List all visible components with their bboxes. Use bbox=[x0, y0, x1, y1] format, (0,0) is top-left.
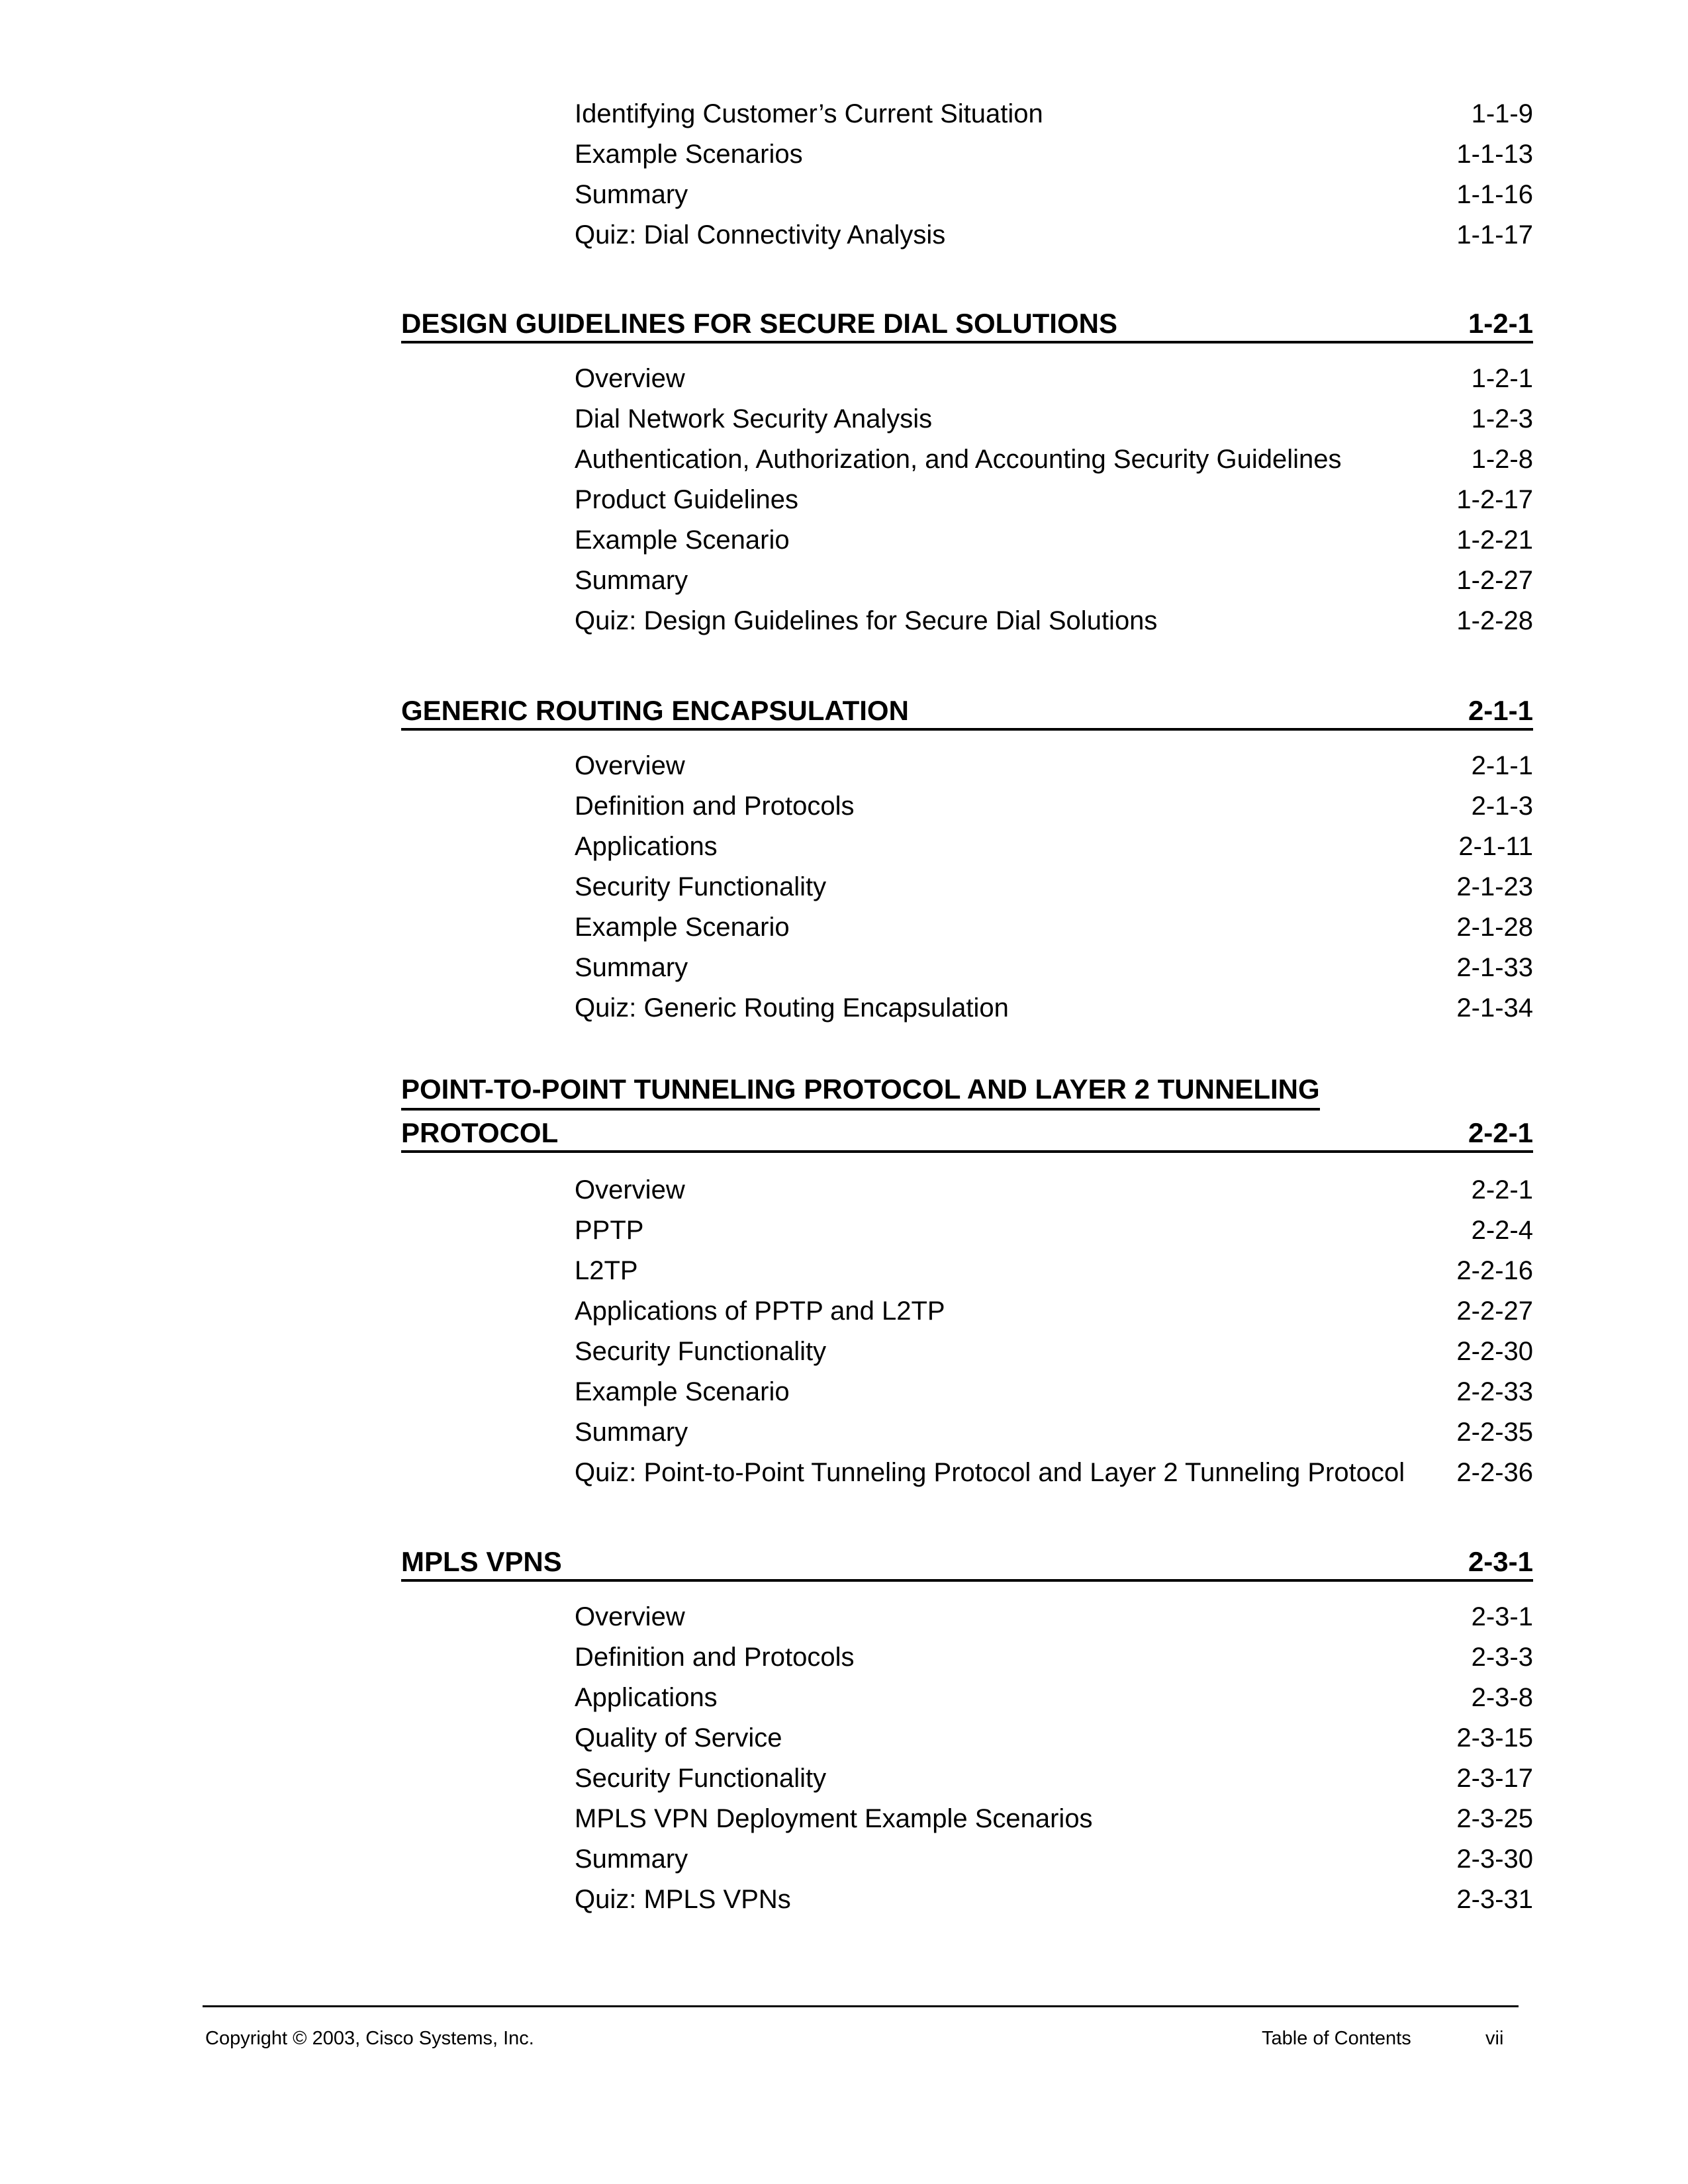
toc-entry-page: 1-1-9 bbox=[1471, 99, 1533, 128]
toc-entry[interactable] bbox=[575, 1840, 1533, 1878]
toc-entry[interactable] bbox=[575, 1453, 1533, 1492]
toc-entry-page: 1-2-17 bbox=[1456, 485, 1533, 514]
toc-entry-title: Summary bbox=[575, 566, 688, 595]
footer-page-number: vii bbox=[1485, 2028, 1504, 2049]
toc-entry-page: 2-1-33 bbox=[1456, 953, 1533, 982]
toc-entry-page: 2-2-36 bbox=[1456, 1458, 1533, 1487]
section-heading-title: DESIGN GUIDELINES FOR SECURE DIAL SOLUTIONS bbox=[401, 308, 1117, 339]
toc-entry-title: Example Scenario bbox=[575, 1377, 790, 1406]
toc-entry-page: 2-3-1 bbox=[1471, 1602, 1533, 1631]
toc-entry[interactable] bbox=[575, 908, 1533, 946]
toc-entry-title: Quiz: Dial Connectivity Analysis bbox=[575, 220, 946, 250]
toc-entry-page: 2-1-11 bbox=[1458, 832, 1533, 861]
toc-entry[interactable] bbox=[575, 1759, 1533, 1797]
toc-entry-page: 1-2-27 bbox=[1456, 566, 1533, 595]
toc-entry-title: Dial Network Security Analysis bbox=[575, 404, 933, 433]
toc-entry-page: 2-1-28 bbox=[1456, 913, 1533, 942]
toc-entry[interactable] bbox=[575, 989, 1533, 1027]
toc-entry-title: Example Scenarios bbox=[575, 140, 803, 169]
toc-entry-title: Quality of Service bbox=[575, 1723, 782, 1752]
section-heading-page: 1-2-1 bbox=[1468, 308, 1533, 339]
toc-entry[interactable] bbox=[575, 1373, 1533, 1411]
toc-entry[interactable] bbox=[575, 480, 1533, 519]
toc-entry-title: Summary bbox=[575, 953, 688, 982]
toc-entry-page: 2-2-33 bbox=[1456, 1377, 1533, 1406]
toc-entry[interactable] bbox=[575, 1638, 1533, 1676]
toc-entry[interactable] bbox=[575, 1211, 1533, 1250]
toc-entry-page: 2-1-34 bbox=[1456, 993, 1533, 1023]
toc-entry-title: Definition and Protocols bbox=[575, 792, 855, 821]
toc-entry[interactable] bbox=[575, 359, 1533, 398]
toc-entry[interactable] bbox=[575, 948, 1533, 987]
section-heading-page: 2-3-1 bbox=[1468, 1546, 1533, 1577]
toc-entry-title: Security Functionality bbox=[575, 1764, 827, 1793]
section-heading-page: 2-2-1 bbox=[1468, 1117, 1533, 1148]
toc-entry[interactable] bbox=[575, 1880, 1533, 1919]
toc-entry-title: Applications of PPTP and L2TP bbox=[575, 1297, 945, 1326]
toc-entry-page: 1-1-17 bbox=[1456, 220, 1533, 250]
toc-entry[interactable] bbox=[575, 868, 1533, 906]
toc-entry-title: Quiz: Design Guidelines for Secure Dial Solutions bbox=[575, 606, 1158, 635]
toc-entry-title: Summary bbox=[575, 1418, 688, 1447]
toc-entry[interactable] bbox=[575, 1332, 1533, 1371]
toc-entry-title: MPLS VPN Deployment Example Scenarios bbox=[575, 1804, 1093, 1833]
toc-entry[interactable] bbox=[575, 561, 1533, 600]
toc-entry-page: 2-2-27 bbox=[1456, 1297, 1533, 1326]
toc-entry-page: 2-2-35 bbox=[1456, 1418, 1533, 1447]
toc-entry-title: Overview bbox=[575, 1175, 685, 1205]
section-heading[interactable] bbox=[401, 1071, 1533, 1153]
toc-entry-page: 2-3-3 bbox=[1471, 1643, 1533, 1672]
toc-entry[interactable] bbox=[575, 1799, 1533, 1838]
toc-entry[interactable] bbox=[575, 400, 1533, 438]
toc-entry[interactable] bbox=[575, 827, 1533, 866]
toc-entry-title: Security Functionality bbox=[575, 1337, 827, 1366]
toc-entry-title: Definition and Protocols bbox=[575, 1643, 855, 1672]
toc-entry-page: 1-1-16 bbox=[1456, 180, 1533, 209]
toc-entry-page: 2-2-16 bbox=[1456, 1256, 1533, 1285]
toc-entry-title: Overview bbox=[575, 364, 685, 393]
toc-entry-page: 2-2-30 bbox=[1456, 1337, 1533, 1366]
toc-entry-page: 1-2-21 bbox=[1456, 525, 1533, 555]
toc-entry[interactable] bbox=[575, 787, 1533, 825]
toc-entry[interactable] bbox=[575, 1292, 1533, 1330]
toc-entry-page: 2-1-3 bbox=[1471, 792, 1533, 821]
section-heading-title-line1: POINT-TO-POINT TUNNELING PROTOCOL AND LAYER 2 TUNNELING bbox=[401, 1071, 1320, 1111]
toc-entry[interactable] bbox=[575, 602, 1533, 640]
toc-entry-title: Authentication, Authorization, and Accounting Security Guidelines bbox=[575, 445, 1342, 474]
toc-entry[interactable] bbox=[575, 135, 1533, 173]
toc-entry[interactable] bbox=[575, 1678, 1533, 1717]
section-heading[interactable] bbox=[401, 688, 1533, 731]
toc-entry-title: Overview bbox=[575, 751, 685, 780]
toc-entry[interactable] bbox=[575, 440, 1533, 478]
toc-entry-title: Example Scenario bbox=[575, 913, 790, 942]
toc-entry-page: 2-3-25 bbox=[1456, 1804, 1533, 1833]
toc-entry-page: 2-3-15 bbox=[1456, 1723, 1533, 1752]
toc-entry-page: 1-1-13 bbox=[1456, 140, 1533, 169]
toc-entry-title: Applications bbox=[575, 1683, 718, 1712]
toc-entry[interactable] bbox=[575, 747, 1533, 785]
footer-divider bbox=[203, 2005, 1519, 2007]
toc-entry[interactable] bbox=[575, 175, 1533, 214]
toc-entry[interactable] bbox=[575, 1413, 1533, 1451]
section-heading-title: MPLS VPNS bbox=[401, 1546, 562, 1577]
toc-entry-page: 2-1-1 bbox=[1471, 751, 1533, 780]
toc-entry-title: Applications bbox=[575, 832, 718, 861]
toc-entry-page: 2-2-4 bbox=[1471, 1216, 1533, 1245]
toc-entry[interactable] bbox=[575, 1251, 1533, 1290]
toc-entry-title: Security Functionality bbox=[575, 872, 827, 901]
toc-entry[interactable] bbox=[575, 1719, 1533, 1757]
toc-entry[interactable] bbox=[575, 521, 1533, 559]
toc-entry-title: Identifying Customer’s Current Situation bbox=[575, 99, 1043, 128]
footer-section-label: Table of Contents bbox=[1262, 2028, 1411, 2049]
toc-entry-page: 2-3-8 bbox=[1471, 1683, 1533, 1712]
toc-entry-title: Summary bbox=[575, 1844, 688, 1874]
toc-entry-title: Quiz: MPLS VPNs bbox=[575, 1885, 791, 1914]
toc-entry-title: Overview bbox=[575, 1602, 685, 1631]
toc-entry-title: L2TP bbox=[575, 1256, 638, 1285]
toc-entry-page: 1-2-8 bbox=[1471, 445, 1533, 474]
toc-entry[interactable] bbox=[575, 216, 1533, 254]
footer-copyright: Copyright © 2003, Cisco Systems, Inc. bbox=[205, 2028, 534, 2049]
toc-entry[interactable] bbox=[575, 1598, 1533, 1636]
section-heading-page: 2-1-1 bbox=[1468, 695, 1533, 726]
toc-entry-page: 2-3-17 bbox=[1456, 1764, 1533, 1793]
section-heading[interactable] bbox=[401, 1539, 1533, 1582]
toc-entry-title: PPTP bbox=[575, 1216, 644, 1245]
toc-entry-title: Quiz: Generic Routing Encapsulation bbox=[575, 993, 1009, 1023]
toc-entry[interactable] bbox=[575, 1171, 1533, 1209]
toc-entry-page: 2-3-30 bbox=[1456, 1844, 1533, 1874]
toc-entry-page: 1-2-28 bbox=[1456, 606, 1533, 635]
toc-entry-page: 2-2-1 bbox=[1471, 1175, 1533, 1205]
toc-entry-title: Product Guidelines bbox=[575, 485, 798, 514]
toc-entry-page: 2-3-31 bbox=[1456, 1885, 1533, 1914]
toc-entry[interactable] bbox=[575, 95, 1533, 133]
toc-entry-title: Quiz: Point-to-Point Tunneling Protocol and Layer 2 Tunneling Protocol bbox=[575, 1458, 1405, 1487]
toc-entry-page: 1-2-3 bbox=[1471, 404, 1533, 433]
section-heading-title: GENERIC ROUTING ENCAPSULATION bbox=[401, 695, 909, 726]
toc-entry-title: Example Scenario bbox=[575, 525, 790, 555]
section-heading-title-line2: PROTOCOL bbox=[401, 1117, 559, 1148]
toc-entry-page: 2-1-23 bbox=[1456, 872, 1533, 901]
toc-entry-page: 1-2-1 bbox=[1471, 364, 1533, 393]
section-heading[interactable] bbox=[401, 301, 1533, 343]
toc-entry-title: Summary bbox=[575, 180, 688, 209]
